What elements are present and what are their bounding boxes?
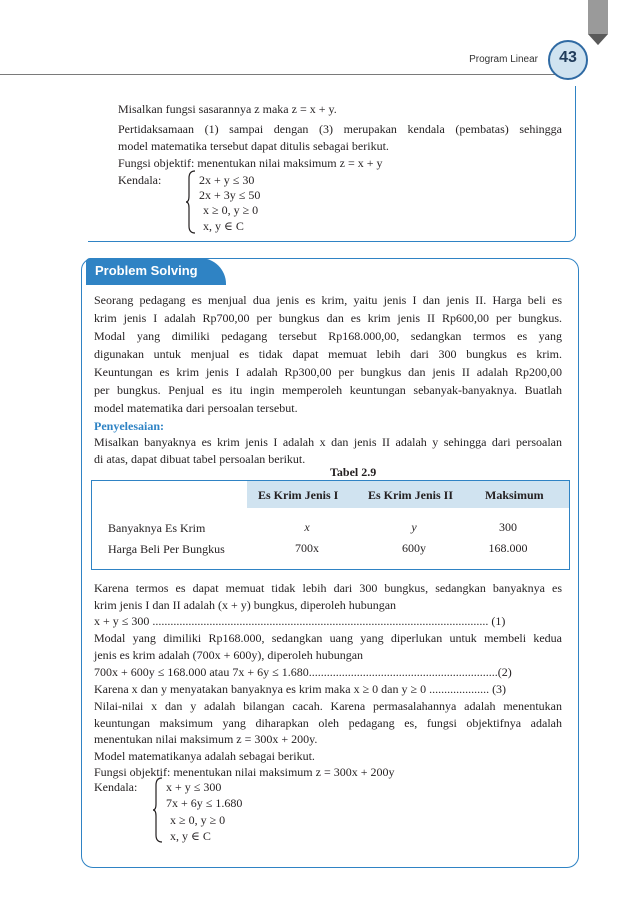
- row-2-label: Harga Beli Per Bungkus: [108, 542, 225, 556]
- problem-line-6: per bungkus. Penjual es itu ingin memperoleh keuntungan sebanyak-banyaknya. Buatlah: [94, 383, 562, 397]
- row-2-col-3: 168.000: [488, 541, 528, 555]
- box1-constraint-4: x, y ∈ C: [203, 219, 244, 233]
- body-line-4: Modal yang dimiliki Rp168.000, sedangkan uang yang diperlukan untuk membeli kedua: [94, 631, 562, 645]
- box1-constraint-3: x ≥ 0, y ≥ 0: [203, 203, 259, 217]
- table-header-1: Es Krim Jenis I: [258, 488, 339, 502]
- box1-line-4: Fungsi objektif: menentukan nilai maksimum z = x + y: [118, 156, 383, 170]
- body-line-6: 700x + 600y ≤ 168.000 atau 7x + 6y ≤ 1.680...............................................................(2): [94, 665, 512, 679]
- problem-line-4: digunakan untuk menjual es tidak dapat memuat lebih dari 300 bungkus es krim.: [94, 347, 562, 361]
- pencil-icon: [586, 0, 610, 45]
- row-1-label: Banyaknya Es Krim: [108, 521, 206, 535]
- problem-line-3: Modal yang dimiliki pedagang tersebut Rp168.000,00, sedangkan termos es yang: [94, 329, 562, 343]
- body-line-5: jenis es krim adalah (700x + 600y), diperoleh hubungan: [94, 648, 364, 662]
- kendala-brace: [152, 777, 164, 843]
- body-line-12: Fungsi objektif: menentukan nilai maksimum z = 300x + 200y: [94, 765, 395, 779]
- solution-label: Penyelesaian:: [94, 419, 164, 433]
- problem-line-1: Seorang pedagang es menjual dua jenis es krim, yaitu jenis I dan jenis II. Harga beli es: [94, 293, 562, 307]
- box1-constraint-1: 2x + y ≤ 30: [199, 173, 255, 187]
- row-1-col-2: y: [411, 520, 417, 534]
- constraint-4: x, y ∈ C: [170, 829, 211, 843]
- problem-line-2: krim jenis I adalah Rp700,00 per bungkus dan es krim jenis II Rp600,00 per bungkus.: [94, 311, 562, 325]
- row-2-col-1: 700x: [295, 541, 319, 555]
- problem-line-5: Keuntungan es krim jenis I adalah Rp300,00 per bungkus dan jenis II adalah Rp200,00: [94, 365, 562, 379]
- constraint-2: 7x + 6y ≤ 1.680: [166, 796, 243, 810]
- body-line-9: keuntungan maksimum yang diharapkan oleh pedagang es, fungsi objektifnya adalah: [94, 716, 562, 730]
- box1-line-2: Pertidaksamaan (1) sampai dengan (3) merupakan kendala (pembatas) sehingga: [118, 122, 562, 136]
- box1-constraint-2: 2x + 3y ≤ 50: [199, 188, 261, 202]
- box1-brace: [185, 170, 197, 234]
- row-1-col-3: 300: [499, 520, 517, 534]
- page-number: 43: [559, 49, 577, 66]
- box1-line-3: model matematika tersebut dapat ditulis sebagai berikut.: [118, 139, 389, 153]
- kendala-label: Kendala:: [94, 780, 138, 794]
- row-2-col-2: 600y: [402, 541, 426, 555]
- table-header-3: Maksimum: [485, 488, 544, 502]
- chapter-title: Program Linear: [469, 54, 538, 65]
- problem-solving-title: Problem Solving: [95, 263, 198, 278]
- box1-line-1: Misalkan fungsi sasarannya z maka z = x + y.: [118, 102, 337, 116]
- table-header-2: Es Krim Jenis II: [368, 488, 454, 502]
- row-1-col-1: x: [304, 520, 310, 534]
- body-line-10: menentukan nilai maksimum z = 300x + 200y.: [94, 732, 318, 746]
- constraint-3: x ≥ 0, y ≥ 0: [170, 813, 226, 827]
- body-line-8: Nilai-nilai x dan y adalah bilangan cacah. Karena permasalahannya adalah menentukan: [94, 699, 562, 713]
- body-line-1: Karena termos es dapat memuat tidak lebih dari 300 bungkus, sedangkan banyaknya es: [94, 581, 562, 595]
- problem-line-7: model matematika dari persoalan tersebut.: [94, 401, 298, 415]
- constraint-1: x + y ≤ 300: [166, 780, 222, 794]
- header-rule: [0, 74, 555, 75]
- body-line-2: krim jenis I dan II adalah (x + y) bungkus, diperoleh hubungan: [94, 598, 397, 612]
- body-line-7: Karena x dan y menyatakan banyaknya es krim maka x ≥ 0 dan y ≥ 0 .................... (3): [94, 682, 507, 696]
- body-line-3: x + y ≤ 300 ................................................................................................................ (1): [94, 614, 506, 628]
- body-line-11: Model matematikanya adalah sebagai berikut.: [94, 749, 315, 763]
- solution-intro-2: di atas, dapat dibuat tabel persoalan berikut.: [94, 452, 306, 466]
- table-caption: Tabel 2.9: [330, 465, 377, 479]
- box1-kendala-label: Kendala:: [118, 173, 162, 187]
- solution-intro-1: Misalkan banyaknya es krim jenis I adalah x dan jenis II adalah y sehingga dari persoalan: [94, 435, 562, 449]
